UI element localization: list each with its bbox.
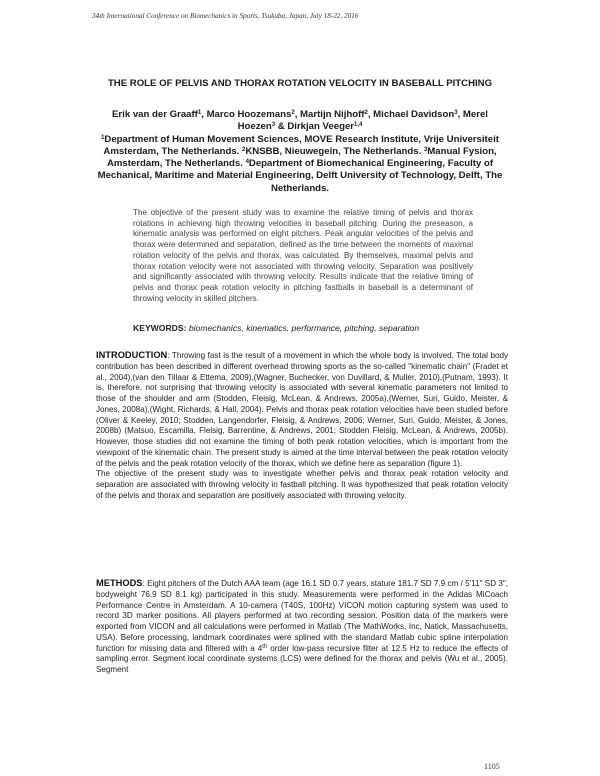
author-list (96, 109, 504, 134)
author-sup: 3 (454, 110, 458, 116)
author-block (96, 109, 504, 195)
introduction-text: : Throwing fast is the result of a movement in which the whole body is involved. The total body contribution has been described in different overhead throwing sports as the so-called "kinematic chain" (Fradet et al., 2004),(van den Tillaar & Ettema, 2009),(Wagner, Buchecker, von Duvillard, & Muller, 2010),(Putnam, 1993). It is, therefore, not surprising that throwing velocity is associated with several kinematic parameters not limited to those of the shoulder and arm (Stodden, Fleisig, McLean, & Andrews, 2005a),(Werner, Suri, Guido, Meister, & Jones, 2008a),(Wight, Richards, & Hall, 2004). Pelvis and thorax peak rotation velocities have been studied before (Oliver & Keeley, 2010; Stodden, Langendorfer, Fleisig, & Andrews, 2006; Werner, Suri, Guido, Meister, & Jones, 2008b) (Matsuo, Escamilla, Fleisig, Barrentine, & Andrews, 2001; Stodden Fleisig, McLean, & Andrews, 2005b). However, those studies did not examine the timing of both peak rotation velocities, which is important from the viewpoint of the kinematic chain. The present study is aimed at the time interval between the peak rotation velocity of the pelvis and the peak rotation velocity of the thorax, which we define here as separation (figure 1). (96, 351, 508, 468)
affiliation-list (96, 134, 504, 195)
page-number: 1105 (484, 762, 500, 771)
affiliation-text: Manual Fysion, Amsterdam, The Netherlands. (106, 145, 497, 170)
paper-title: THE ROLE OF PELVIS AND THORAX ROTATION VELOCITY IN BASEBALL PITCHING (107, 78, 493, 89)
affiliation-sup: 3 (423, 146, 428, 153)
methods-sup: th (262, 643, 268, 650)
methods-heading: METHODS (96, 578, 143, 588)
author-name: & Dirkjan Veeger (275, 121, 355, 133)
introduction-objective-paragraph: The objective of the present study was to investigate whether pelvis and thorax peak rotation velocity and separation are associated with throwing velocity in fastball pitching. It was hypothesized that peak rotation velocity of the pelvis and thorax and separation are positively associated with throwing velocity. (96, 469, 508, 500)
author-name: Erik van der Graaff (112, 109, 198, 120)
author-sup: 2 (364, 110, 368, 116)
introduction-paragraph (96, 350, 508, 469)
methods-text: : Eight pitchers of the Dutch AAA team (age 16.1 SD 0.7 years, stature 181.7 SD 7.9 cm / 5'11" SD 3", bodyweight 76.9 SD 8.1 kg) participated in this study. Measurements were performed in the Adidas MiCoach Performance Centre in Amsterdam. A 10-camera (T40S, 100Hz) VICON motion capturing system was used to record 3D marker positions. All players performed at two recording session. Position data of the markers were exported from VICON and all calculations were performed in Matlab (The MathWorks, Inc, Natick, Massachusetts, USA). Before processing, landmark coordinates were splined with the standard Matlab cubic spline interpolation function for missing data and filtered with a 4 (96, 579, 508, 653)
author-name: , Michael Davidson (367, 109, 455, 120)
affiliation-sup: 2 (242, 146, 246, 153)
keywords-label: KEYWORDS: (133, 323, 187, 333)
author-sup: 2 (291, 110, 295, 116)
introduction-heading: INTRODUCTION (96, 350, 168, 360)
author-sup: 1,4 (354, 122, 363, 129)
keywords-line (133, 323, 493, 333)
author-name: , Merel Hoezen (237, 109, 488, 133)
affiliation-sup: 4 (245, 159, 249, 166)
author-name: , Marco Hoozemans (201, 109, 292, 120)
methods-section (96, 578, 508, 676)
author-name: , Martijn Nijhoff (294, 109, 365, 120)
affiliation-sup: 1 (101, 134, 105, 141)
abstract: The objective of the present study was to examine the relative timing of pelvis and thorax rotations in achieving high throwing velocities in baseball pitching. During the preseason, a kinematic analysis was performed on eight pitchers. Peak angular velocities of the pelvis and thorax were determined and separation, defined as the time between the moments of maximal rotation velocity of the pelvis and thorax, was calculated. By themselves, maximal pelvis and thorax rotation velocity were not associated with throwing velocity. Separation was positively and significantly associated with throwing velocity. Results indicate that the relative timing of pelvis and thorax peak rotation velocity in pitching fastballs in baseball is a determinant of throwing velocity in skilled pitchers. (133, 208, 473, 303)
affiliation-text: KNSBB, Nieuwegein, The Netherlands. (245, 145, 424, 157)
keywords-text: biomechanics, kinematics, performance, pitching, separation (186, 323, 420, 333)
introduction-section (96, 350, 508, 502)
conference-header: 34th International Conference on Biomechanics in Sports, Tsukuba, Japan, July 18-22, 2016 (92, 12, 359, 20)
methods-text-cont: order low-pass recursive filter at 12.5 Hz to reduce the effects of sampling error. Segment local coordinate systems (LCS) were defined for the thorax and pelvis (Wu et al., 2005). Segment (96, 643, 508, 674)
affiliation-text: Department of Human Movement Sciences, MOVE Research Institute, Vrije Universiteit Amsterdam, The Netherlands. (103, 133, 499, 157)
affiliation-text: Department of Biomechanical Engineering, Faculty of Mechanical, Maritime and Material Engineering, Delft University of Technology, Delft, The Netherlands. (97, 158, 503, 194)
author-sup: 3 (271, 122, 276, 129)
author-sup: 1 (197, 110, 202, 116)
